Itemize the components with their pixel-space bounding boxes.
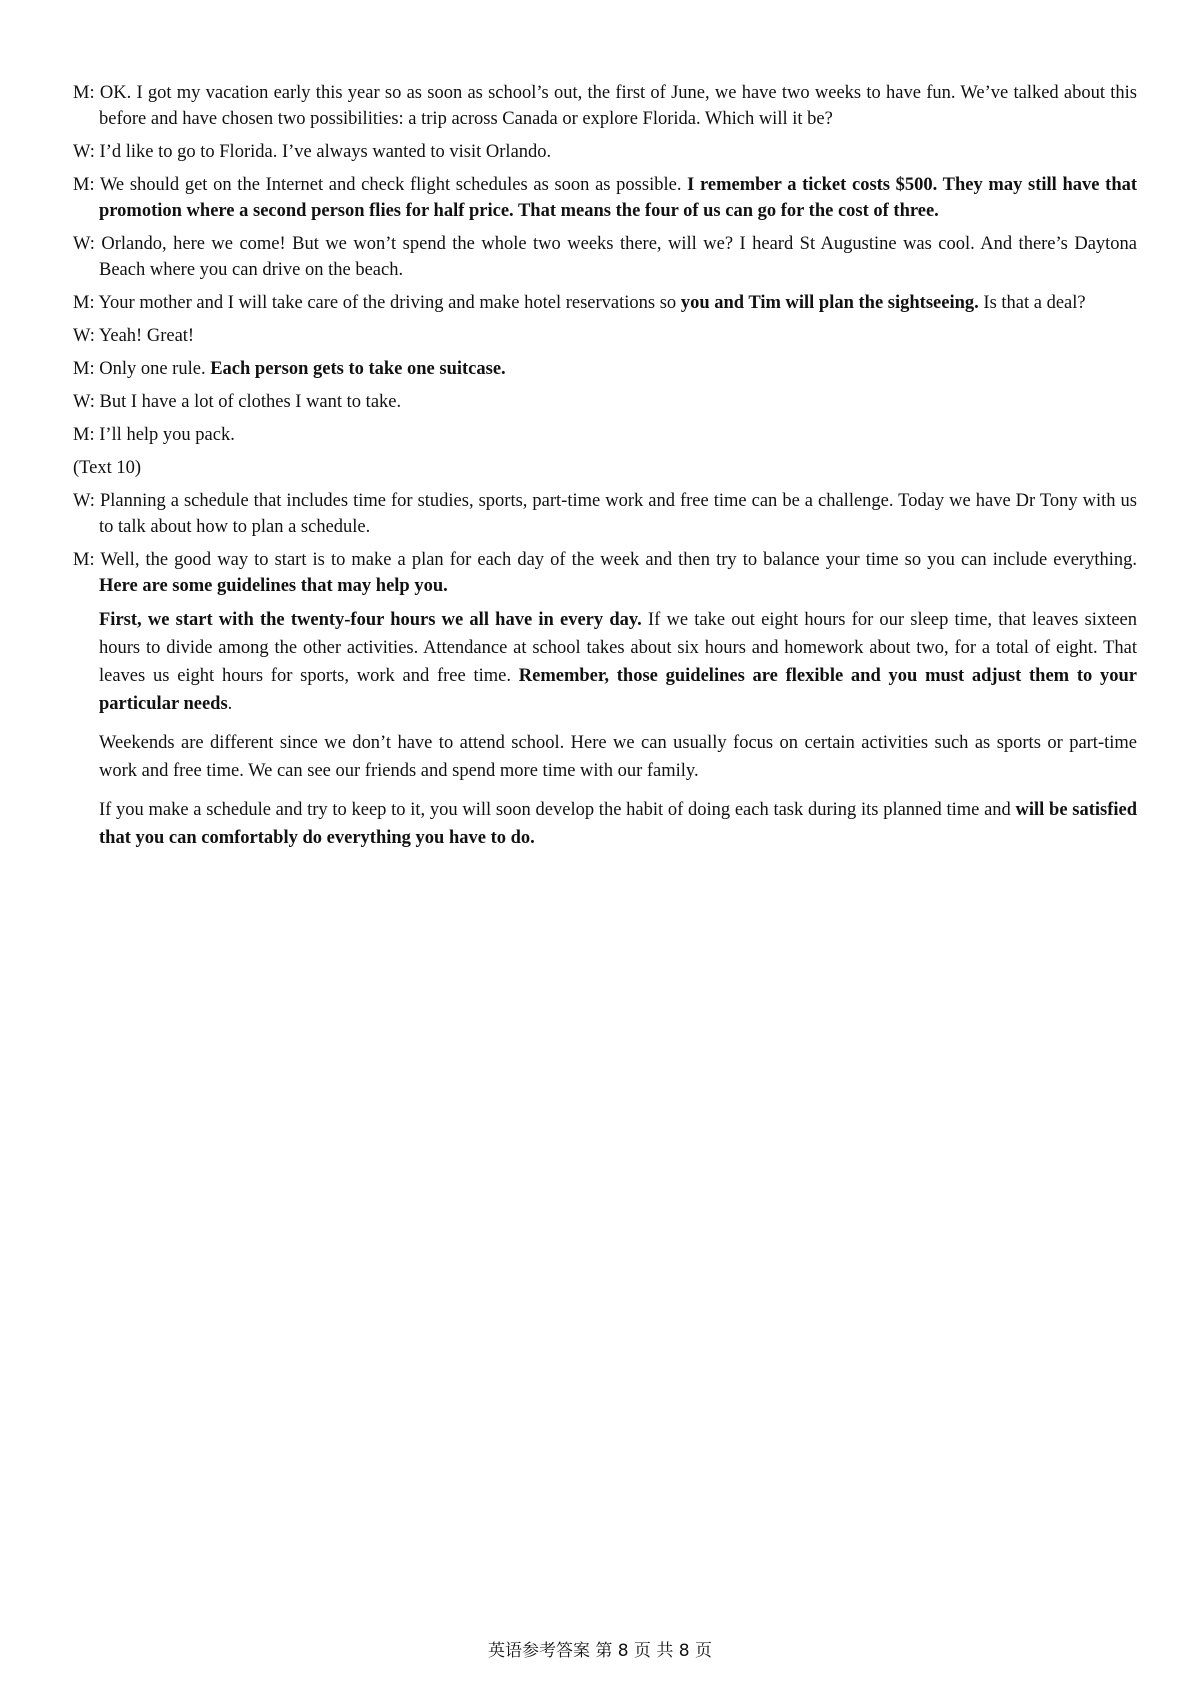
- dialogue-line: [73, 356, 1137, 382]
- dialogue-line: [73, 290, 1137, 316]
- dialogue-text: Your mother and I will take care of the driving and make hotel reservations so: [98, 293, 677, 313]
- speaker-label: M:: [73, 550, 95, 570]
- paragraph-bold-text: Remember, those guidelines are flexible and you must adjust them to your particular needs: [99, 666, 1137, 714]
- dialogue-line: [73, 139, 1137, 165]
- monologue-paragraph: [99, 729, 1137, 785]
- paragraph-bold-text: will be satisfied that you can comfortably do everything you have to do.: [99, 800, 1138, 848]
- dialogue-bold-text: you and Tim will plan the sightseeing.: [680, 293, 979, 313]
- dialogue-text: I’d like to go to Florida. I’ve always wanted to visit Orlando.: [99, 142, 552, 162]
- paragraph-text: If we take out eight hours for our sleep time, that leaves sixteen hours to divide among the other activities. Attendance at school takes about six hours and homework about two, for a total of eight. That leaves us eight hours for sports, work and free time.: [99, 610, 1138, 686]
- dialogue-line: [73, 422, 1137, 448]
- speaker-label: M:: [73, 425, 95, 445]
- page-footer: 英语参考答案 第 8 页 共 8 页: [487, 1641, 713, 1661]
- dialogue-line: [73, 389, 1137, 415]
- paragraph-bold-text: First, we start with the twenty-four hours we all have in every day.: [99, 610, 642, 630]
- speaker-label: W:: [73, 491, 95, 511]
- dialogue-line: [73, 80, 1137, 132]
- dialogue-bold-text: Each person gets to take one suitcase.: [210, 359, 506, 379]
- monologue-paragraph: [99, 796, 1137, 852]
- speaker-label: M:: [73, 175, 95, 195]
- dialogue-line: [73, 488, 1137, 540]
- dialogue-text-end: Is that a deal?: [983, 293, 1086, 313]
- speaker-label: W:: [73, 326, 95, 346]
- speaker-label: M:: [73, 293, 95, 313]
- paragraph-text: Weekends are different since we don’t have to attend school. Here we can usually focus on certain activities such as sports or part-time work and free time. We can see our friends and spend more time with our family.: [99, 733, 1137, 781]
- speaker-label: W:: [73, 234, 95, 254]
- transcript: [73, 80, 1137, 863]
- speaker-label: W:: [73, 392, 95, 412]
- dialogue-bold-text: I remember a ticket costs $500. They may still have that promotion where a second person flies for half price. That means the four of us can go for the cost of three.: [99, 175, 1138, 221]
- dialogue-text: Yeah! Great!: [98, 326, 195, 346]
- dialogue-text: But I have a lot of clothes I want to take.: [99, 392, 402, 412]
- dialogue-line: [73, 323, 1137, 349]
- dialogue-bold-text: Here are some guidelines that may help you.: [99, 576, 448, 596]
- dialogue-text: Orlando, here we come! But we won’t spend the whole two weeks there, will we? I heard St Augustine was cool. And there’s Daytona Beach where you can drive on the beach.: [99, 234, 1138, 280]
- dialogue-text: Well, the good way to start is to make a plan for each day of the week and then try to balance your time so you can include everything.: [100, 550, 1137, 570]
- dialogue-text: I’ll help you pack.: [99, 425, 235, 445]
- speaker-label: M:: [73, 359, 95, 379]
- monologue-paragraph: [99, 606, 1137, 718]
- dialogue-text: Planning a schedule that includes time for studies, sports, part-time work and free time can be a challenge. Today we have Dr Tony with us to talk about how to plan a schedule.: [99, 491, 1137, 537]
- dialogue-line: [73, 172, 1137, 224]
- dialogue-text: OK. I got my vacation early this year so as soon as school’s out, the first of June, we have two weeks to have fun. We’ve talked about this before and have chosen two possibilities: a trip across Canada or explore Florida. Which will it be?: [99, 83, 1138, 129]
- dialogue-text: Only one rule.: [99, 359, 206, 379]
- dialogue-line: [73, 547, 1137, 599]
- dialogue-text: We should get on the Internet and check flight schedules as soon as possible.: [99, 175, 682, 195]
- speaker-label: W:: [73, 142, 95, 162]
- speaker-label: M:: [73, 83, 95, 103]
- paragraph-text: If you make a schedule and try to keep to it, you will soon develop the habit of doing each task during its planned time and: [99, 800, 1011, 820]
- section-heading: (Text 10): [73, 458, 142, 478]
- paragraph-end-punctuation: .: [227, 694, 233, 714]
- dialogue-line: [73, 231, 1137, 283]
